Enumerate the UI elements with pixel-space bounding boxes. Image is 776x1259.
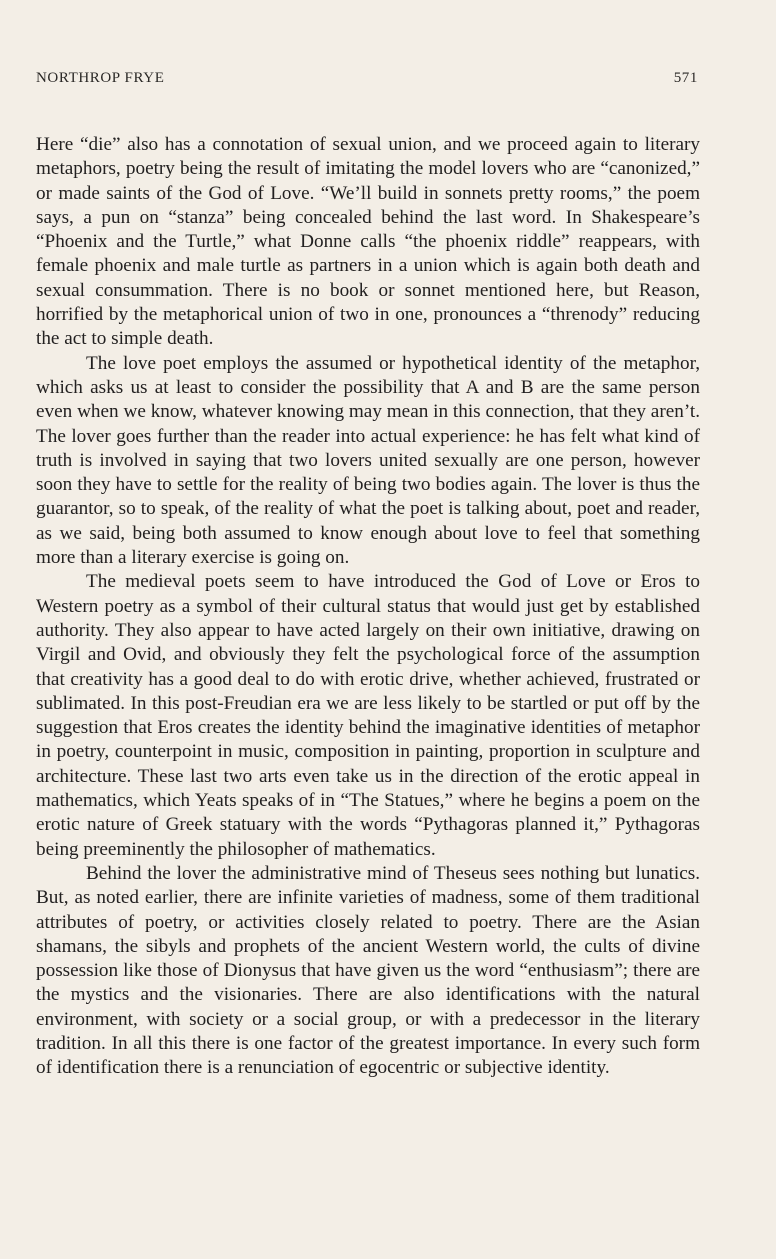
paragraph: The medieval poets seem to have introduced the God of Love or Eros to Western poetry as a symbol of their cultural status that would just get by established authority. They also appear to have acted largely on their own initiative, drawing on Virgil and Ovid, and obviously they felt the psychological force of the assumption that creativity has a good deal to do with erotic drive, whether achieved, frustrated or sublimated. In this post-Freudian era we are less likely to be startled or put off by the suggestion that Eros creates the identity behind the imaginative identities of metaphor in poetry, counterpoint in music, composition in painting, proportion in sculpture and architecture. These last two arts even take us in the direction of the erotic appeal in mathematics, which Yeats speaks of in “The Statues,” where he begins a poem on the erotic nature of Greek statuary with the words “Pythagoras planned it,” Pythagoras being preeminently the philosopher of mathematics. bbox=[36, 571, 700, 860]
paragraph: Here “die” also has a connotation of sexual union, and we proceed again to literary metaphors, poetry being the result of imitating the model lovers who are “canonized,” or made saints of the God of Love. “We’ll build in sonnets pretty rooms,” the poem says, a pun on “stanza” being concealed behind the last word. In Shakespeare’s “Phoenix and the Turtle,” what Donne calls “the phoenix riddle” reappears, with female phoenix and male turtle as partners in a union which is again both death and sexual consummation. There is no book or sonnet mentioned here, but Reason, horrified by the metaphorical union of two in one, pronounces a “threnody” reducing the act to simple death. bbox=[36, 134, 700, 350]
body-text bbox=[36, 133, 700, 1081]
paragraph: The love poet employs the assumed or hypothetical identity of the metaphor, which asks us at least to consider the possibility that A and B are the same person even when we know, whatever knowing may mean in this connection, that they aren’t. The lover goes further than the reader into actual experience: he has felt what kind of truth is involved in saying that two lovers united sexually are one person, however soon they have to settle for the reality of being two bodies again. The lover is thus the guarantor, so to speak, of the reality of what the poet is talking about, poet and reader, as we said, being both assumed to know enough about love to feel that something more than a literary exercise is going on. bbox=[36, 352, 700, 569]
running-head-author: NORTHROP FRYE bbox=[36, 70, 165, 86]
page-number: 571 bbox=[673, 70, 698, 86]
running-head bbox=[36, 70, 698, 94]
paragraph: Behind the lover the administrative mind of Theseus sees nothing but lunatics. But, as noted earlier, there are infinite varieties of madness, some of them traditional attributes of poetry, or activities closely related to poetry. There are the Asian shamans, the sibyls and prophets of the ancient Western world, the cults of divine possession like those of Dionysus that have given us the word “enthusiasm”; there are the mystics and the visionaries. There are also identifications with the natural environment, with society or a social group, or with a predecessor in the literary tradition. In all this there is one factor of the greatest importance. In every such form of identification there is a renunciation of egocentric or subjective identity. bbox=[36, 862, 700, 1079]
